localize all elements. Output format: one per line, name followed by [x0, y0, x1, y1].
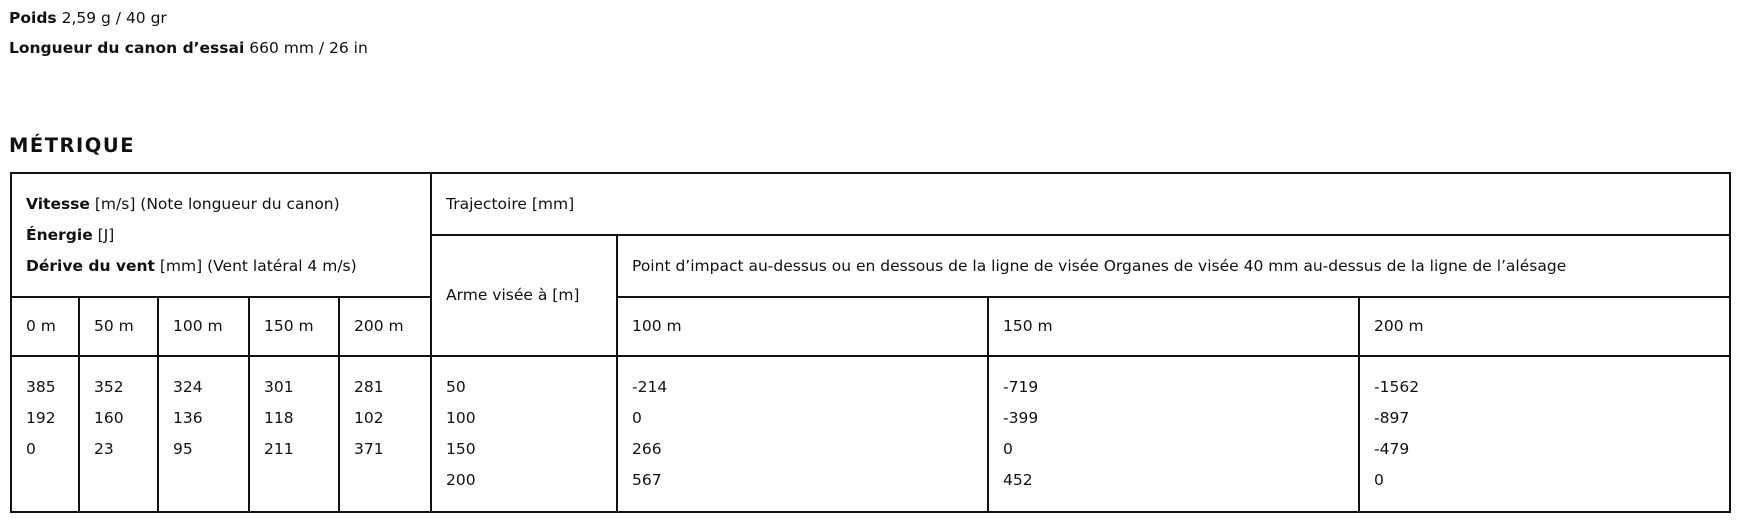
ballistics-cell-200m [339, 356, 431, 512]
trajectory-header: Trajectoire [mm] [431, 173, 1730, 235]
distance-header: 50 m [79, 297, 158, 356]
wind-drift-value: 23 [94, 440, 114, 458]
weight-label: Poids [9, 9, 57, 27]
impact-value: -1562 [1374, 378, 1420, 396]
legend-cell [11, 173, 431, 297]
impact-value: -399 [1003, 409, 1039, 427]
wind-drift-value: 211 [264, 440, 294, 458]
ballistics-cell-50m [79, 356, 158, 512]
impact-value: 567 [632, 471, 662, 489]
barrel-length-label: Longueur du canon d’essai [9, 39, 245, 57]
impact-distance-header: 200 m [1359, 297, 1730, 356]
zero-distance-value: 50 [446, 378, 466, 396]
zero-distance-value: 100 [446, 409, 476, 427]
impact-value: -214 [632, 378, 668, 396]
wind-drift-value: 0 [26, 440, 36, 458]
barrel-length-value: 660 mm / 26 in [249, 39, 368, 57]
distance-header: 200 m [339, 297, 431, 356]
zero-distance-value: 200 [446, 471, 476, 489]
energy-value: 102 [354, 409, 384, 427]
weight-line [9, 9, 167, 27]
impact-header: Point d’impact au-dessus ou en dessous de la ligne de visée Organes de visée 40 mm au-dessus de la ligne de l’alésage [617, 235, 1730, 297]
energy-value: 136 [173, 409, 203, 427]
impact-value: 0 [1003, 440, 1013, 458]
impact-value: -719 [1003, 378, 1039, 396]
barrel-length-line [9, 39, 368, 57]
distance-header: 150 m [249, 297, 339, 356]
section-title: MÉTRIQUE [9, 134, 136, 157]
zero-distance-header: Arme visée à [m] [431, 235, 617, 356]
impact-value: 452 [1003, 471, 1033, 489]
wind-drift-value: 95 [173, 440, 193, 458]
ballistics-table [10, 172, 1731, 513]
velocity-value: 385 [26, 378, 56, 396]
ballistics-cell-150m [249, 356, 339, 512]
impact-value: 0 [632, 409, 642, 427]
impact-distance-header: 100 m [617, 297, 988, 356]
velocity-value: 352 [94, 378, 124, 396]
velocity-unit: [m/s] (Note longueur du canon) [94, 194, 340, 213]
impact-value: -897 [1374, 409, 1410, 427]
velocity-value: 301 [264, 378, 294, 396]
impact-cell-150m [988, 356, 1359, 512]
impact-value: 0 [1374, 471, 1384, 489]
velocity-label: Vitesse [26, 194, 90, 213]
energy-value: 192 [26, 409, 56, 427]
wind-drift-label: Dérive du vent [26, 256, 155, 275]
ballistics-cell-0m [11, 356, 79, 512]
energy-value: 160 [94, 409, 124, 427]
legend-wind-drift [26, 251, 430, 282]
table-row [11, 356, 1730, 512]
distance-header: 100 m [158, 297, 249, 356]
energy-value: 118 [264, 409, 294, 427]
velocity-value: 324 [173, 378, 203, 396]
impact-distance-header: 150 m [988, 297, 1359, 356]
impact-value: -479 [1374, 440, 1410, 458]
impact-value: 266 [632, 440, 662, 458]
distance-header: 0 m [11, 297, 79, 356]
legend-energy [26, 220, 430, 251]
velocity-value: 281 [354, 378, 384, 396]
zero-distance-value: 150 [446, 440, 476, 458]
ballistics-cell-100m [158, 356, 249, 512]
legend-velocity [26, 189, 430, 220]
impact-cell-200m [1359, 356, 1730, 512]
energy-unit: [J] [97, 225, 115, 244]
impact-cell-100m [617, 356, 988, 512]
wind-drift-unit: [mm] (Vent latéral 4 m/s) [159, 256, 357, 275]
zero-distance-cell [431, 356, 617, 512]
energy-label: Énergie [26, 225, 93, 244]
wind-drift-value: 371 [354, 440, 384, 458]
weight-value: 2,59 g / 40 gr [61, 9, 167, 27]
